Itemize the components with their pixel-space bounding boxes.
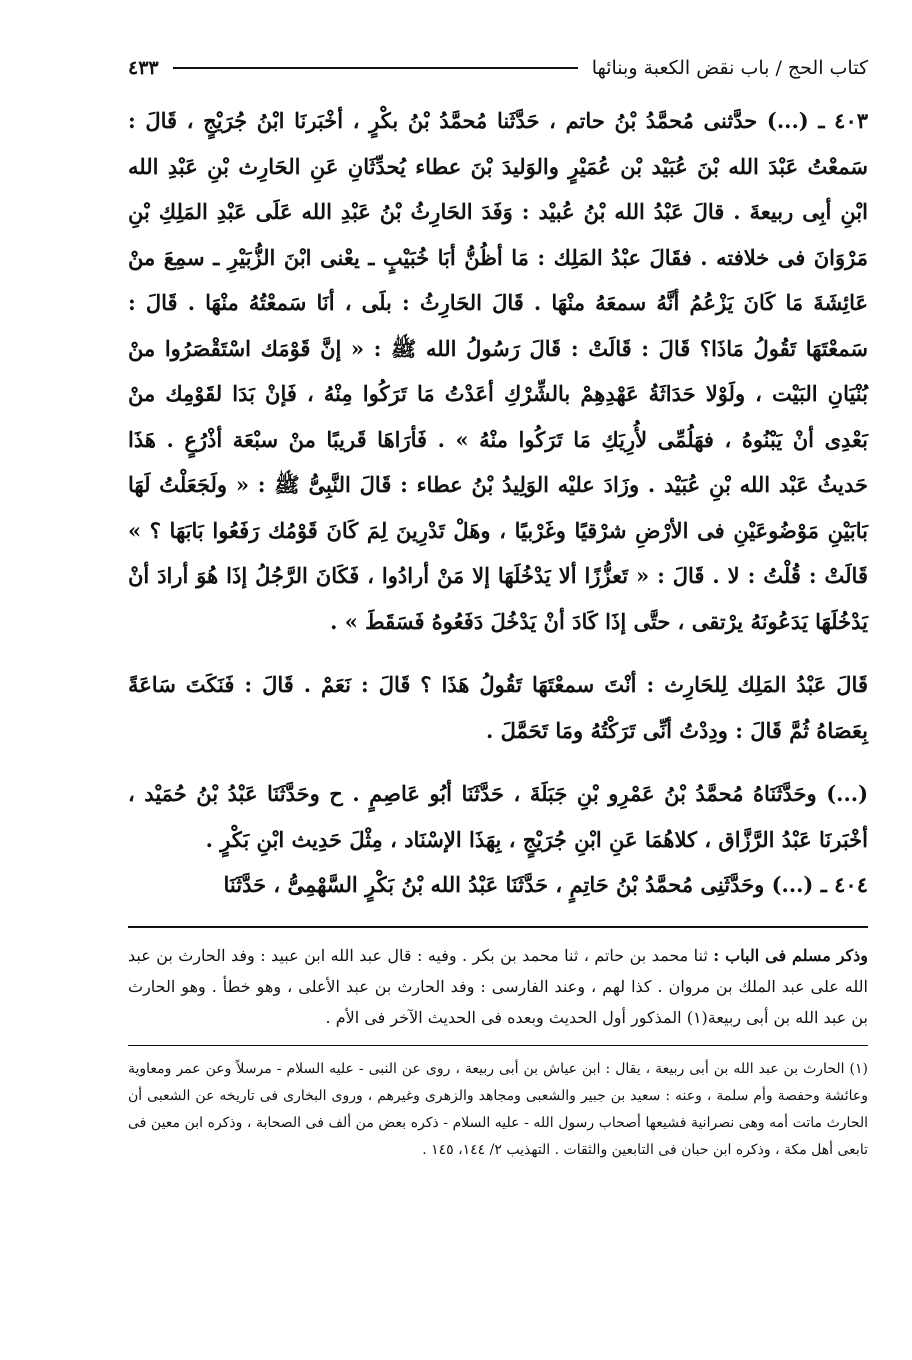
paragraph: (...) وحَدَّثَنَاهُ مُحمَّدُ بْنُ عَمْرِو بْنِ جَبَلَةَ ، حَدَّثَنَا أبُو عَاصِمٍ . ح وحَدَّثَنَا عَبْدُ بْنُ حُمَيْد ، أخْبَرنَا عَبْدُ الرَّزَّاق ، كلاهُمَا عَنِ ابْنِ جُرَيْجٍ ، بِهَذَا الإسْنَاد ، مِثْلَ حَدِيث ابْنِ بَكْرٍ . xyxy=(128,781,868,852)
hadith-body: (...) وحَدَّثَنِى مُحمَّدُ بْنُ حَاتِمٍ ، حَدَّثَنَا عَبْدُ الله بْنُ بَكْرٍ السَّهْمِىُّ ، حَدَّثَنَا xyxy=(223,872,814,897)
section-divider xyxy=(128,926,868,928)
chapter-title: كتاب الحج / باب نقض الكعبة وبنائها xyxy=(591,57,868,79)
footnote xyxy=(128,1056,868,1164)
hadith-body: (...) حدَّثنى مُحمَّدُ بْنُ حاتم ، حَدَّثَنا مُحمَّدُ بْنُ بكْرٍ ، أخْبَرنَا ابْنُ جُرَيْجٍ ، قَالَ : سَمعْتُ عَبْدَ الله بْنَ عُبَيْد بْن عُمَيْرٍ والوَليدَ بْنَ عطاء يُحدِّثَانِ عَنِ الحَارِث بْنِ عَبْدِ الله ابْنِ أبِى ربيعةَ . قالَ عَبْدُ الله بْنُ عُبيْد : وَفَدَ الحَارِثُ بْنُ عَبْدِ الله عَلَى عَبْدِ المَلِكِ بْنِ مَرْوَانَ فى خلافته . فقَالَ عبْدُ المَلِك : مَا أظُنُّ أبَا خُبَيْبٍ ـ يعْنى ابْنَ الزُّبَيْرِ ـ سمِعَ منْ عَائِشَةَ مَا كَانَ يَزْعُمُ أنَّهُ سمعَهُ منْهَا . قَالَ الحَارِثُ : بلَى ، أنَا سَمعْتُهُ منْهَا . قَالَ : سَمعْتَهَا تَقُولُ مَاذَا؟ قَالَ : قَالَتْ : قَالَ رَسُولُ الله ﷺ : « إنَّ قَوْمَك اسْتَقْصَرُوا منْ بُنْيَانِ البَيْت ، ولَوْلا حَدَاثَةُ عَهْدِهِمْ بالشِّرْكِ أعَدْتُ مَا تَرَكُوا مِنْهُ ، فَإنْ بَدَا لقَوْمِك منْ بَعْدِى أنْ يَبْنُوهُ ، فهَلُمِّى لأُرِيَكِ مَا تَرَكُوا منْهُ » . فَأرَاهَا قَريبًا منْ سبْعَة أذْرُعٍ . هَذَا حَديثُ عَبْد الله بْنِ عُبَيْد . وزَادَ عليْه الوَلِيدُ بْنُ عطاء : قَالَ النَّبِىُّ ﷺ : « ولَجَعَلْتُ لَهَا بَابَيْنِ مَوْضُوعَيْنِ فى الأرْضِ شرْقيًا وغَرْبيًا ، وهَلْ تَدْرِينَ لِمَ كَانَ قَوْمُك رَفَعُوا بَابَهَا ؟ » قَالَتْ : قُلْتُ : لا . قَالَ : « تَعزُّزًا ألا يَدْخُلَهَا إلا مَنْ أرادُوا ، فَكَانَ الرَّجُلُ إذَا هُوَ أرادَ أنْ يَدْخُلَهَا يَدَعُونَهُ يرْتقى ، حتَّى إذَا كَادَ أنْ يَدْخُلَ دَفَعُوهُ فَسَقَطَ » . xyxy=(128,108,868,634)
commentary xyxy=(128,940,868,1033)
footnote-text: (١) الحارث بن عبد الله بن أبى ربيعة ، يقال : ابن عياش بن أبى ربيعة ، روى عن النبى - عليه السلام - مرسلاً وعن عمر ومعاوية وعائشة وحفصة وأم سلمة ، وعنه : سعيد بن جبير والشعبى ومجاهد والزهرى وغيرهم ، وروى البخارى فى تاريخه عن الشعبى أن الحارث ماتت أمه وهى نصرانية فشيعها أصحاب رسول الله - عليه السلام - ذكره بعض من ألف فى الصحابة ، وذكره ابن معين فى تابعى أهل مكة ، وذكره ابن حبان فى التابعين والثقات . التهذيب ٢/ ١٤٤، ١٤٥ . xyxy=(128,1060,868,1158)
hadith-text xyxy=(128,98,868,908)
hadith-number: ٤٠٤ ـ xyxy=(820,872,868,897)
paragraph: قَالَ عَبْدُ المَلِك لِلحَارِث : أنْتَ سمعْتَهَا تَقُولُ هَذَا ؟ قَالَ : نَعَمْ . قَالَ : فَنَكَتَ سَاعَةً بِعَصَاهُ ثُمَّ قَالَ : ودِدْتُ أنِّى تَرَكْتُهُ ومَا تَحَمَّلَ . xyxy=(128,672,868,743)
hadith-number: ٤٠٣ ـ xyxy=(818,108,869,133)
commentary-text: ثنا محمد بن حاتم ، ثنا محمد بن بكر . وفيه : قال عبد الله ابن عبيد : وفد الحارث بن عبد الله على عبد الملك بن مروان . كذا لهم ، وعند الفارسى : وفد الحارث بن عبد الأعلى ، وهو خطأ . وهو الحارث بن عبد الله بن أبى ربيعة(١) المذكور أول الحديث وبعده فى الحديث الآخر فى الأم . xyxy=(128,945,868,1027)
book-page xyxy=(128,48,868,1338)
running-header xyxy=(128,48,868,88)
hadith-403 xyxy=(128,98,868,644)
hadith-404 xyxy=(128,862,868,908)
footnote-divider xyxy=(128,1045,868,1046)
page-number: ٤٣٣ xyxy=(128,57,159,79)
header-rule xyxy=(173,67,578,69)
commentary-lead: وذكر مسلم فى الباب : xyxy=(713,945,869,965)
